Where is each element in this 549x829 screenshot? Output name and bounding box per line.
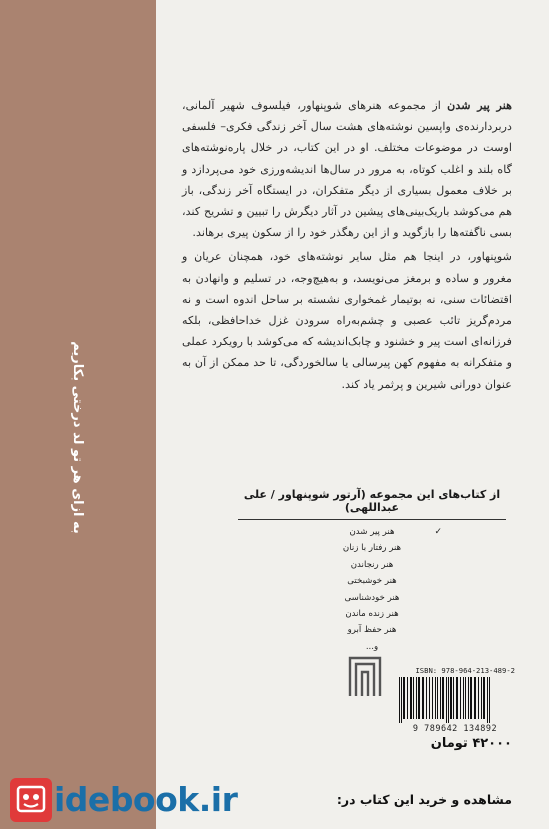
barcode-bar: [483, 677, 485, 719]
barcode-bar: [448, 677, 449, 723]
barcode-bar: [416, 677, 417, 719]
list-item: هنر خوشبختی: [347, 576, 397, 587]
barcode-bar: [432, 677, 433, 719]
barcode-bar: [450, 677, 452, 719]
barcode-bar: [403, 677, 405, 719]
series-list-items: [232, 524, 512, 655]
barcode-bar: [422, 677, 424, 719]
barcode-bar: [435, 677, 436, 719]
spine-tagline-text: به ازای هر تو لد درختی بکاریم: [69, 340, 85, 534]
book-title-inline: هنر پیر شدن: [447, 98, 512, 112]
blurb-paragraph-2: شوپنهاور، در اینجا هم مثل سایر نوشته‌های خود، همچنان عریان و مغرور و ساده و برمغز می‌نویسد، و به‌هیچ‌وجه، در تسلیم و وانهادن به اقتضائات سنی، نه بوتیمار غمخواری نشسته بر ساحل اندوه است و نه مردم‌گریز تائب عصبی و چشم‌به‌راه سرودن غزل خداحافظی، بلکه فرزانه‌ای است پیر و خشنود و چابک‌اندیشه که می‌کوشد با رویکرد عملی و متفکرانه به مفهوم کهن پیرسالی یا سالخوردگی، تا حد ممکن از آن به عنوان دورانی شیرین و پرثمر یاد کند.: [182, 250, 512, 391]
barcode-bar: [407, 677, 408, 719]
list-item: هنر رفتار با زنان: [342, 543, 402, 554]
barcode-bar: [463, 677, 464, 719]
series-books-list: [232, 488, 512, 652]
barcode-bar: [487, 677, 488, 723]
list-item: هنر زنده ماندن: [345, 609, 399, 620]
watermark-caption: مشاهده و خرید این کتاب در:: [336, 792, 512, 807]
list-item: هنر رنجاندن: [350, 559, 394, 570]
barcode-digits: 9 789642 134892: [412, 724, 498, 734]
barcode-bar: [413, 677, 414, 719]
barcode-bar: [437, 677, 438, 719]
list-item: هنر خودشناسی: [344, 592, 400, 603]
blurb-paragraph-1: [182, 95, 512, 243]
blurb-paragraph-1-text: از مجموعه هنرهای شوپنهاور، فیلسوف شهیر آلمانی، دربردارنده‌ی واپسین نوشته‌های هشت سال آخر زندگی فکری– فلسفی اوست در موضوعات مختلف. او در این کتاب، در خلال پاره‌نوشته‌های گاه بلند و اغلب کوتاه، به مرور در سال‌ها اندیشه‌ورزی خود می‌پردازد و بر خلاف معمول بسیاری از دیگر متفکران، در ایستگاه آخر زندگی، باز هم می‌کوشد باریک‌بینی‌های پیشین در آثار دیگرش را تبیین و تشریح کند، بسی ناگفته‌ها را بازگوید و از این رهگذر خود را از سکون پیری برهاند.: [182, 99, 512, 240]
barcode-bar: [489, 677, 490, 723]
watermark-site-name: idebook.ir: [54, 780, 238, 819]
idebook-logo-icon: [10, 778, 52, 822]
barcode: [395, 677, 513, 723]
list-item: و...: [365, 641, 379, 652]
barcode-bar: [418, 677, 420, 719]
barcode-bar: [453, 677, 454, 719]
barcode-bar: [442, 677, 444, 719]
price-label: ۴۲۰۰۰ تومان: [430, 736, 512, 751]
watermark-logo[interactable]: [8, 778, 238, 824]
barcode-bar: [401, 677, 402, 723]
barcode-bar: [478, 677, 479, 719]
barcode-bar: [481, 677, 482, 719]
publisher-logo-icon: [348, 654, 382, 698]
barcode-bar: [470, 677, 472, 719]
barcode-bar: [446, 677, 447, 723]
cover-side-strip: [0, 0, 156, 829]
isbn-barcode-block: [395, 666, 515, 734]
barcode-bar: [456, 677, 458, 719]
barcode-bar: [460, 677, 461, 719]
check-icon: ✓: [434, 527, 442, 537]
barcode-bar: [474, 677, 476, 719]
series-list-heading: از کتاب‌های این مجموعه (آرتور شوپنهاور / علی عبداللهی): [243, 488, 501, 514]
series-list-divider: [238, 519, 506, 520]
barcode-bar: [426, 677, 427, 719]
back-cover-blurb: [182, 95, 512, 395]
isbn-label: ISBN: 978-964-213-489-2: [415, 666, 515, 675]
barcode-bar: [440, 677, 441, 719]
barcode-bar: [468, 677, 469, 719]
list-item: ✓ هنر پیر شدن: [232, 524, 512, 540]
barcode-bar: [429, 677, 430, 719]
barcode-bar: [465, 677, 466, 719]
spine-tagline: [57, 292, 97, 582]
barcode-bar: [410, 677, 412, 719]
list-item: هنر حفظ آبرو: [347, 625, 397, 636]
barcode-bar: [399, 677, 400, 723]
